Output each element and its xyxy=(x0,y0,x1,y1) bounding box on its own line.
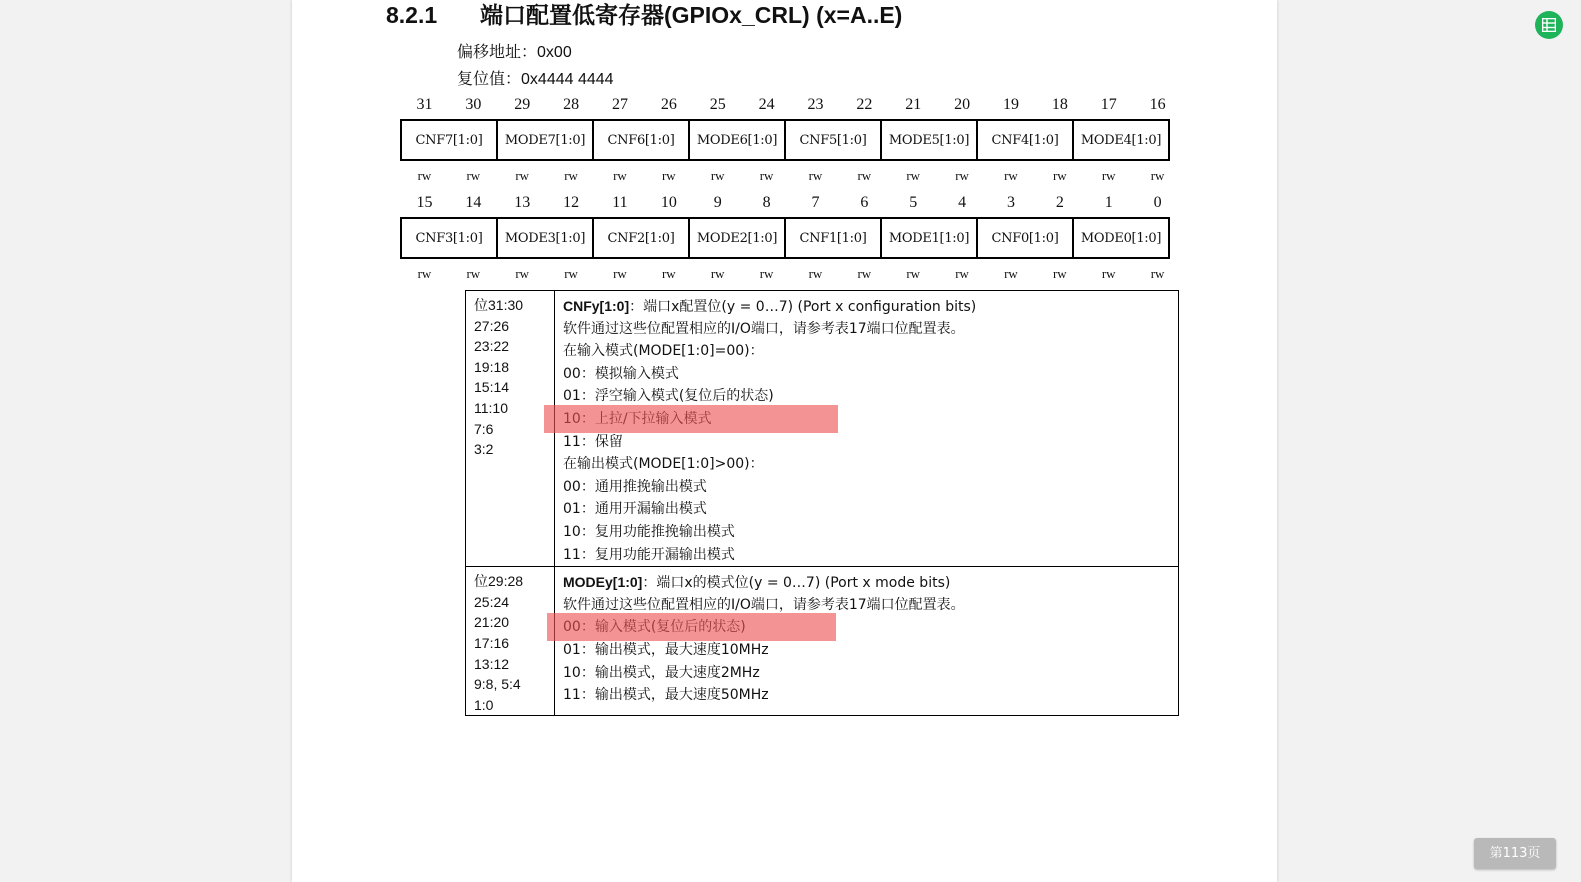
description-line: 11：输出模式，最大速度50MHz xyxy=(563,687,769,704)
bit-range: 15:14 xyxy=(474,379,510,396)
cnf-heading-text: ：端口x配置位(y = 0…7) (Port x configuration bits) xyxy=(629,299,977,315)
bit-number: 25 xyxy=(709,96,726,113)
access-type: rw xyxy=(564,168,578,183)
access-type: rw xyxy=(1004,168,1018,183)
highlight-pull-up-down xyxy=(544,405,838,433)
access-type: rw xyxy=(564,266,578,281)
cnf-field-name: CNFy[1:0] xyxy=(563,298,630,314)
bit-number: 11 xyxy=(612,194,628,211)
bit-number: 27 xyxy=(611,96,628,113)
bit-range: 19:18 xyxy=(474,358,510,375)
register-field: MODE1[1:0] xyxy=(881,218,977,258)
bit-range: 23:22 xyxy=(474,338,510,355)
description-line: 01：通用开漏输出模式 xyxy=(563,501,707,518)
bit-range: 25:24 xyxy=(474,593,510,610)
register-field: MODE7[1:0] xyxy=(497,120,593,160)
register-field: CNF5[1:0] xyxy=(785,120,881,160)
bit-number: 24 xyxy=(758,96,775,113)
register-field: MODE4[1:0] xyxy=(1073,120,1169,160)
bit-number: 12 xyxy=(563,194,580,211)
bit-number: 4 xyxy=(958,194,967,211)
register-field: CNF4[1:0] xyxy=(977,120,1073,160)
document-page xyxy=(292,0,1277,882)
access-type: rw xyxy=(808,168,823,183)
bit-number: 3 xyxy=(1006,194,1015,211)
description-line: 01：浮空输入模式(复位后的状态) xyxy=(563,388,774,405)
register-field: MODE2[1:0] xyxy=(689,218,785,258)
bit-range: 位29:28 xyxy=(474,573,524,590)
bit-numbers-low xyxy=(400,194,1182,212)
bit-number: 9 xyxy=(713,194,722,211)
bit-numbers-high xyxy=(400,96,1182,114)
bit-number: 8 xyxy=(762,194,771,211)
access-type: rw xyxy=(1150,266,1165,281)
access-row-low xyxy=(400,266,1182,282)
bit-range: 21:20 xyxy=(474,614,510,631)
register-fields-high xyxy=(400,119,1170,161)
section-heading xyxy=(386,0,902,30)
bit-range: 17:16 xyxy=(474,634,510,651)
section-title: 端口配置低寄存器(GPIOx_CRL) (x=A..E) xyxy=(480,2,903,28)
register-fields-low xyxy=(400,217,1170,259)
register-field: CNF0[1:0] xyxy=(977,218,1073,258)
description-line: 10：复用功能推挽输出模式 xyxy=(563,523,735,540)
access-type: rw xyxy=(466,168,481,183)
access-type: rw xyxy=(710,266,725,281)
access-type: rw xyxy=(1052,266,1067,281)
access-type: rw xyxy=(661,168,676,183)
register-field: CNF2[1:0] xyxy=(593,218,689,258)
description-line: 00：通用推挽输出模式 xyxy=(563,478,707,495)
spreadsheet-button[interactable] xyxy=(1535,11,1563,39)
bit-number: 28 xyxy=(563,96,580,113)
description-line: 11：复用功能开漏输出模式 xyxy=(563,546,735,563)
table-icon xyxy=(1542,18,1556,32)
register-field: MODE6[1:0] xyxy=(689,120,785,160)
reset-value-text: 0x4444 4444 xyxy=(521,71,614,88)
bit-range: 27:26 xyxy=(474,317,510,334)
description-line: 00：模拟输入模式 xyxy=(563,365,679,382)
reset-label: 复位值： xyxy=(457,69,522,88)
bit-number: 7 xyxy=(811,194,820,211)
access-type: rw xyxy=(955,266,969,281)
access-type: rw xyxy=(1004,266,1018,281)
access-type: rw xyxy=(515,266,530,281)
register-field: MODE3[1:0] xyxy=(497,218,593,258)
description-line: 01：输出模式，最大速度10MHz xyxy=(563,641,769,658)
access-type: rw xyxy=(613,266,627,281)
bit-number: 10 xyxy=(660,194,677,211)
highlight-input-mode xyxy=(547,613,836,641)
mode-heading-text: ：端口x的模式位(y = 0…7) (Port x mode bits) xyxy=(642,575,951,592)
bit-number: 29 xyxy=(514,96,531,113)
access-type: rw xyxy=(417,266,432,281)
description-line: 软件通过这些位配置相应的I/O端口，请参考表17端口位配置表。 xyxy=(563,596,965,613)
bit-number: 18 xyxy=(1051,96,1068,113)
bit-number: 21 xyxy=(905,96,922,113)
offset-address xyxy=(457,39,572,62)
register-field: CNF7[1:0] xyxy=(401,120,497,160)
register-field: MODE5[1:0] xyxy=(881,120,977,160)
access-type: rw xyxy=(613,168,627,183)
bit-number: 1 xyxy=(1104,194,1113,211)
access-type: rw xyxy=(1052,168,1067,183)
page-number-badge[interactable]: 第113页 xyxy=(1474,838,1556,869)
description-line: 软件通过这些位配置相应的I/O端口，请参考表17端口位配置表。 xyxy=(563,320,965,337)
access-type: rw xyxy=(466,266,481,281)
register-field: CNF6[1:0] xyxy=(593,120,689,160)
access-type: rw xyxy=(710,168,725,183)
register-field: CNF3[1:0] xyxy=(401,218,497,258)
access-type: rw xyxy=(857,168,872,183)
access-type: rw xyxy=(906,266,921,281)
bit-range: 3:2 xyxy=(474,441,494,458)
offset-value: 0x00 xyxy=(537,44,572,61)
bit-number: 19 xyxy=(1002,96,1019,113)
access-row-high xyxy=(400,168,1182,184)
access-type: rw xyxy=(808,266,823,281)
bit-number: 0 xyxy=(1153,194,1162,211)
bit-range: 9:8, 5:4 xyxy=(474,676,521,693)
section-number: 8.2.1 xyxy=(386,2,438,28)
access-type: rw xyxy=(759,168,774,183)
bit-number: 26 xyxy=(660,96,677,113)
mode-bit-ranges xyxy=(466,567,555,716)
mode-description xyxy=(555,567,1179,716)
mode-field-name: MODEy[1:0] xyxy=(563,574,643,591)
cnf-bit-ranges xyxy=(466,291,555,567)
description-line: 10：输出模式，最大速度2MHz xyxy=(563,664,760,681)
bit-range: 7:6 xyxy=(474,420,494,437)
mode-description-row xyxy=(466,567,1179,716)
access-type: rw xyxy=(906,168,921,183)
bit-number: 30 xyxy=(465,96,482,113)
bit-number: 31 xyxy=(416,96,433,113)
bit-number: 23 xyxy=(807,96,824,113)
register-field: CNF1[1:0] xyxy=(785,218,881,258)
description-line: 11：保留 xyxy=(563,433,623,450)
bit-number: 20 xyxy=(954,96,971,113)
reset-value xyxy=(457,66,614,89)
description-line: 在输入模式(MODE[1:0]=00)： xyxy=(563,343,764,360)
description-line: 在输出模式(MODE[1:0]>00)： xyxy=(563,456,764,473)
access-type: rw xyxy=(515,168,530,183)
access-type: rw xyxy=(1101,168,1116,183)
bit-number: 16 xyxy=(1149,96,1166,113)
bit-number: 15 xyxy=(416,194,433,211)
bit-number: 22 xyxy=(856,96,873,113)
register-field: MODE0[1:0] xyxy=(1073,218,1169,258)
bit-number: 17 xyxy=(1100,96,1117,113)
bit-number: 14 xyxy=(465,194,482,211)
bit-number: 2 xyxy=(1055,194,1064,211)
access-type: rw xyxy=(661,266,676,281)
bit-range: 1:0 xyxy=(474,696,494,713)
access-type: rw xyxy=(955,168,969,183)
bit-description-table xyxy=(465,290,1179,716)
access-type: rw xyxy=(759,266,774,281)
bit-number: 6 xyxy=(860,194,869,211)
access-type: rw xyxy=(1101,266,1116,281)
bit-range: 位31:30 xyxy=(474,297,524,313)
bit-range: 13:12 xyxy=(474,655,510,672)
bit-range: 11:10 xyxy=(474,399,508,416)
access-type: rw xyxy=(1150,168,1165,183)
access-type: rw xyxy=(417,168,432,183)
access-type: rw xyxy=(857,266,872,281)
cnf-heading xyxy=(563,295,1178,318)
mode-heading xyxy=(563,571,1178,594)
offset-label: 偏移地址： xyxy=(457,42,538,61)
bit-number: 5 xyxy=(909,194,918,211)
bit-number: 13 xyxy=(514,194,531,211)
